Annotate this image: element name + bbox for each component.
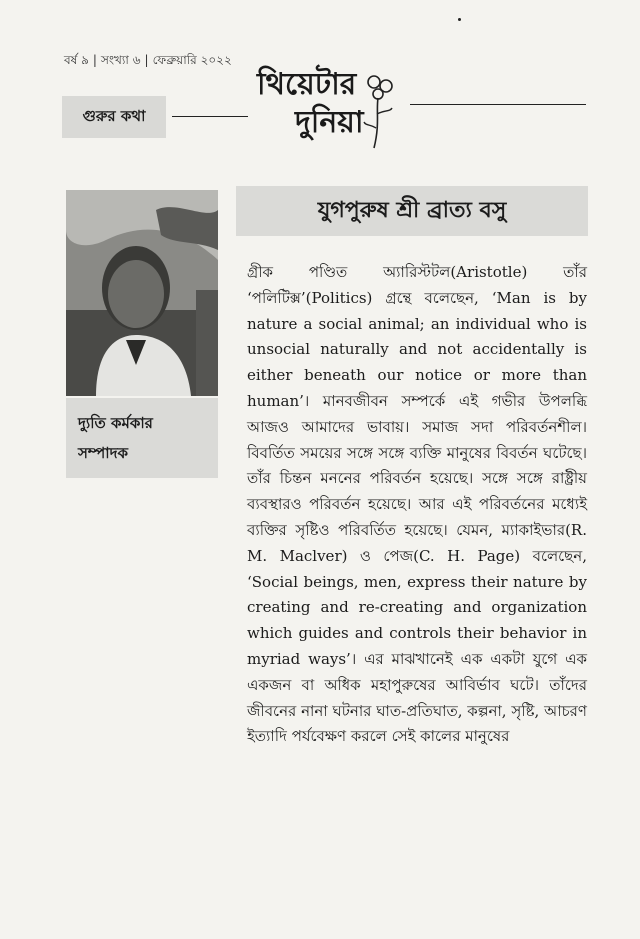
divider-left — [172, 116, 248, 117]
article-title: যুগপুরুষ শ্রী ব্রাত্য বসু — [236, 186, 588, 236]
volume-label: বর্ষ ৯ — [64, 53, 89, 67]
person-name: দ্যুতি কর্মকার — [78, 414, 153, 432]
date-label: ফেব্রুয়ারি ২০২২ — [152, 53, 232, 67]
separator: | — [144, 53, 149, 67]
person-role: সম্পাদক — [78, 444, 129, 462]
divider-right — [410, 104, 586, 105]
section-tag: গুরুর কথা — [62, 96, 166, 138]
issue-info — [64, 52, 232, 72]
separator: | — [92, 53, 97, 67]
issue-label: সংখ্যা ৬ — [100, 53, 141, 67]
magazine-title-line1: থিয়েটার — [257, 67, 357, 102]
print-speck — [458, 18, 461, 21]
caption-box — [66, 398, 218, 478]
magazine-title-line2: দুনিয়া — [295, 105, 364, 140]
article-body: গ্রীক পণ্ডিত অ্যারিস্টটল(Aristotle) তাঁর ‘পলিটিক্স’(Politics) গ্রন্থে বলেছেন, ‘Man is by nature a social animal; an individual who is unsocial naturally and not accidentally is either beneath our notice or more than human’। মানবজীবন সম্পর্কে এই গভীর উপলব্ধি আজও আমাদের ভাবায়। সমাজ সদা পরিবর্তনশীল। বিবর্তিত সময়ের সঙ্গে সঙ্গে ব্যক্তি মানুষের বিবর্তন ঘটেছে। তাঁর চিন্তন মননের পরিবর্তন হয়েছে। সঙ্গে সঙ্গে রাষ্ট্রীয় ব্যবস্থারও পরিবর্তন হয়েছে। আর এই পরিবর্তনের মধ্যেই ব্যক্তির সৃষ্টিও পরিবর্তিত হয়েছে। যেমন, ম্যাকাইভার(R. M. Maclver) ও পেজ(C. H. Page) বলেছেন, ‘Social beings, men, express their nature by creating and re-creating and organization which guides and controls their behavior in myriad ways’। এর মাঝখানেই এক একটা যুগে এক একজন বা অধিক মহাপুরুষের আবির্ভাব ঘটে। তাঁদের জীবনের নানা ঘটনার ঘাত-প্রতিঘাত, কল্পনা, সৃষ্টি, আচরণ ইত্যাদি পর্যবেক্ষণ করলে সেই কালের মানুষের — [247, 263, 587, 746]
flower-icon — [360, 72, 400, 152]
portrait-photo — [66, 190, 218, 396]
